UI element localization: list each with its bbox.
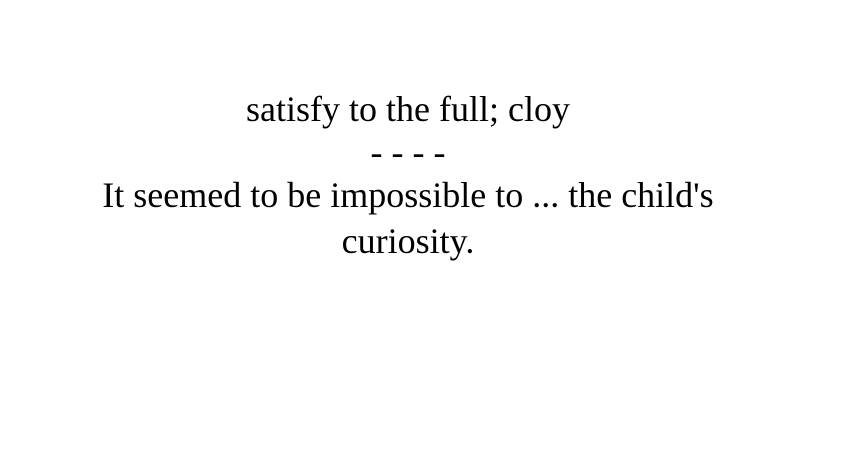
definition-text: satisfy to the full; cloy (246, 89, 570, 129)
flashcard (0, 86, 816, 264)
example-sentence: It seemed to be impossible to ... the child's curiosity. (102, 175, 714, 261)
separator-line: - - - - (370, 132, 446, 172)
